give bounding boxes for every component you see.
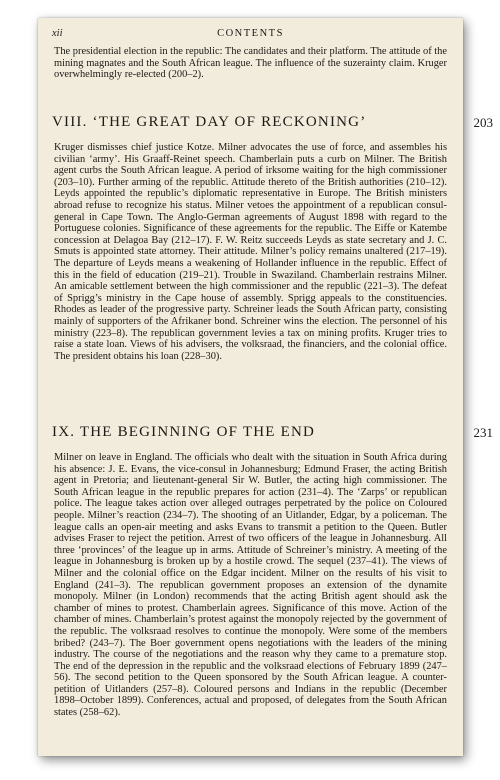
chapter-summary-viii: Kruger dismisses chief justice Kotze. Milner advocates the use of force, and assembles his civilian ‘army’. His Graaff-Reinet speech. Chamberlain puts a curb on Milner. The British agent curbs the South African league. A period of irksome waiting for the high commissioner (203–10). Further arming of the republic. Attitude thereto of the British authorities (210–12). Leyds appointed the republic’s diplomatic representative in Europe. The British ministers abroad refuse to recognize his status. Milner vetoes the appointment of a republican consul-general in Cape Town. The Anglo-German agreements of August 1898 with regard to the Portuguese colonies. Significance of these agreements for the republic. The Eiffe or Katembe concession at Delagoa Bay (212–17). F. W. Reitz succeeds Leyds as state secretary and J. C. Smuts is appointed state attorney. Their attitude. Milner’s policy remains unaltered (217–19). The departure of Leyds means a weakening of Hollander influence in the republic. Effect of this in the field of education (219–21). Trouble in Swaziland. Chamberlain restrains Milner. An amicable settlement between the high commissioner and the republic (221–3). The defeat of Sprigg’s ministry in the Cape house of assembly. Sprigg appeals to the constituencies. Rhodes as leader of the progressive party. Schreiner leads the South African party, consisting mainly of supporters of the Afrikaner bond. Schreiner wins the election. The personnel of his ministry (223–8). The republican government levies a tax on mining profits. Kruger tries to raise a state loan. Views of his advisers, the volksraad, the financiers, and the colonial office. The president obtains his loan (228–30). — [54, 142, 447, 362]
book-page — [38, 18, 493, 756]
chapter-title: VIII. ‘THE GREAT DAY OF RECKONING’ — [52, 114, 367, 130]
page-number: xii — [52, 28, 63, 39]
running-head — [52, 28, 449, 44]
chapter-title: IX. THE BEGINNING OF THE END — [52, 424, 316, 440]
running-title: CONTENTS — [217, 28, 284, 39]
chapter-page-number: 231 — [473, 425, 493, 440]
chapter-summary-ix: Milner on leave in England. The officials who dealt with the situation in South Africa during his absence: J. E. Evans, the vice-consul in Johannesburg; Edmund Fraser, the acting British agent in Pretoria; and lieutenant-general Sir W. Butler, the acting high commissioner. The South African league in the republic prepares for action (231–4). The ‘Zarps’ or republican police. The league takes action over alleged outrages perpetrated by the police on Coloured people. Milner’s reaction (234–7). The shooting of an Uitlander, Edgar, by a policeman. The league calls an open-air meeting and asks Evans to transmit a petition to the Queen. Butler advises Fraser to reject the petition. Arrest of two officers of the league in Johannesburg. All three ‘provinces’ of the league up in arms. Attitude of Schreiner’s ministry. A meeting of the league in Johannesburg is broken up by a hostile crowd. The sequel (237–41). The views of Milner and the colonial office on the Edgar incident. Milner on the results of his visit to England (241–3). The republican government proposes an extension of the dynamite monopoly. Milner (in London) recommends that the acting British agent should ask the chamber of mines to protest. Chamberlain agrees. Significance of this move. Action of the chamber of mines. Chamberlain’s protest against the monopoly rejected by the government of the republic. The volksraad resolves to continue the monopoly. Were some of the members bribed? (243–7). The Boer government opens negotiations with the leaders of the mining industry. The course of the negotiations and the reason why they came to a premature stop. The end of the depression in the republic and the volksraad elections of February 1899 (247–56). The second petition to the Queen sponsored by the South African league. A counter-petition of Uitlanders (257–8). Coloured persons and Indians in the republic (December 1898–October 1899). Conferences, actual and proposed, of delegates from the South African states (258–62). — [54, 452, 447, 719]
chapter-heading-ix — [52, 424, 493, 444]
chapter-page-number: 203 — [473, 115, 493, 130]
chapter-heading-viii — [52, 114, 493, 134]
intro-paragraph: The presidential election in the republic: The candidates and their platform. The attitude of the mining magnates and the South African league. The influence of the suzerainty claim. Kruger overwhelmingly re-elected (200–2). — [54, 46, 447, 81]
